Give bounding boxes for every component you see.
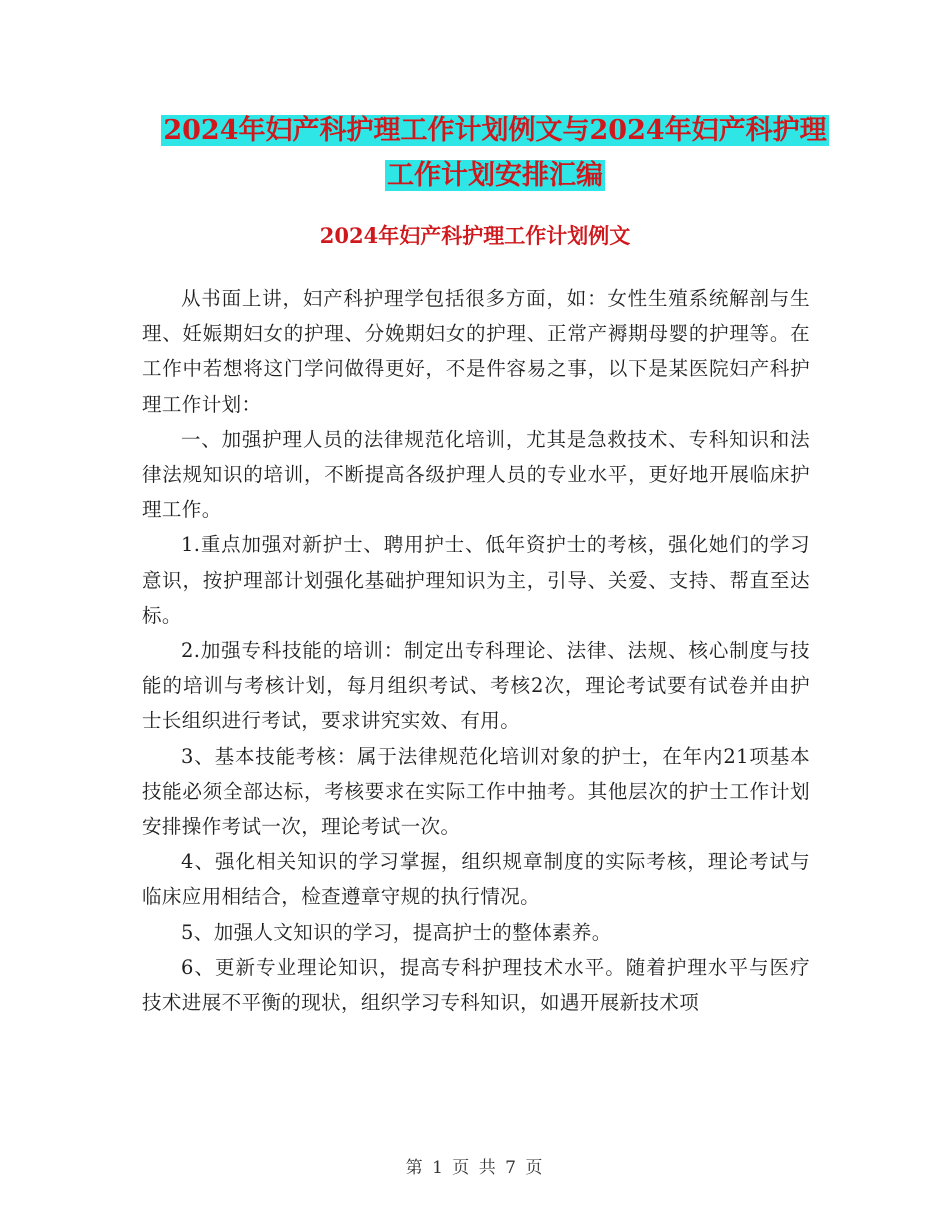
paragraph-item-4: 4、强化相关知识的学习掌握，组织规章制度的实际考核，理论考试与临床应用相结合，检查遵章守规的执行情况。: [142, 850, 810, 909]
document-body: [142, 281, 810, 1020]
document-title-line-1: 2024年妇产科护理工作计划例文与2024年妇产科护理: [163, 115, 827, 146]
paragraph-item-3: 3、基本技能考核：属于法律规范化培训对象的护士，在年内21项基本技能必须全部达标，考核要求在实际工作中抽考。其他层次的护士工作计划安排操作考试一次，理论考试一次。: [142, 744, 810, 839]
paragraph-item-5: 5、加强人文知识的学习，提高护士的整体素养。: [181, 920, 612, 944]
document-title-line-2: 工作计划安排汇编: [387, 160, 603, 191]
section-title: 2024年妇产科护理工作计划例文: [319, 223, 631, 248]
paragraph-item-6: 6、更新专业理论知识，提高专科护理技术水平。随着护理水平与医疗技术进展不平衡的现状，组织学习专科知识，如遇开展新技术项: [142, 955, 810, 1015]
paragraph-item-1: 一、加强护理人员的法律规范化培训，尤其是急救技术、专科知识和法律法规知识的培训，不断提高各级护理人员的专业水平，更好地开展临床护理工作。: [142, 427, 810, 522]
document-title: [140, 108, 850, 198]
paragraph-intro: 从书面上讲，妇产科护理学包括很多方面，如：女性生殖系统解剖与生理、妊娠期妇女的护理、分娩期妇女的护理、正常产褥期母婴的护理等。在工作中若想将这门学问做得更好，不是件容易之事，以下是某医院妇产科护理工作计划：: [142, 287, 810, 416]
paragraph-item-1-1: 1.重点加强对新护士、聘用护士、低年资护士的考核，强化她们的学习意识，按护理部计划强化基础护理知识为主，引导、关爱、支持、帮直至达标。: [142, 533, 810, 627]
paragraph-item-1-2: 2.加强专科技能的培训：制定出专科理论、法律、法规、核心制度与技能的培训与考核计划，每月组织考试、考核2次，理论考试要有试卷并由护士长组织进行考试，要求讲究实效、有用。: [142, 639, 810, 733]
page-footer: 第 1 页 共 7 页: [405, 1158, 545, 1178]
